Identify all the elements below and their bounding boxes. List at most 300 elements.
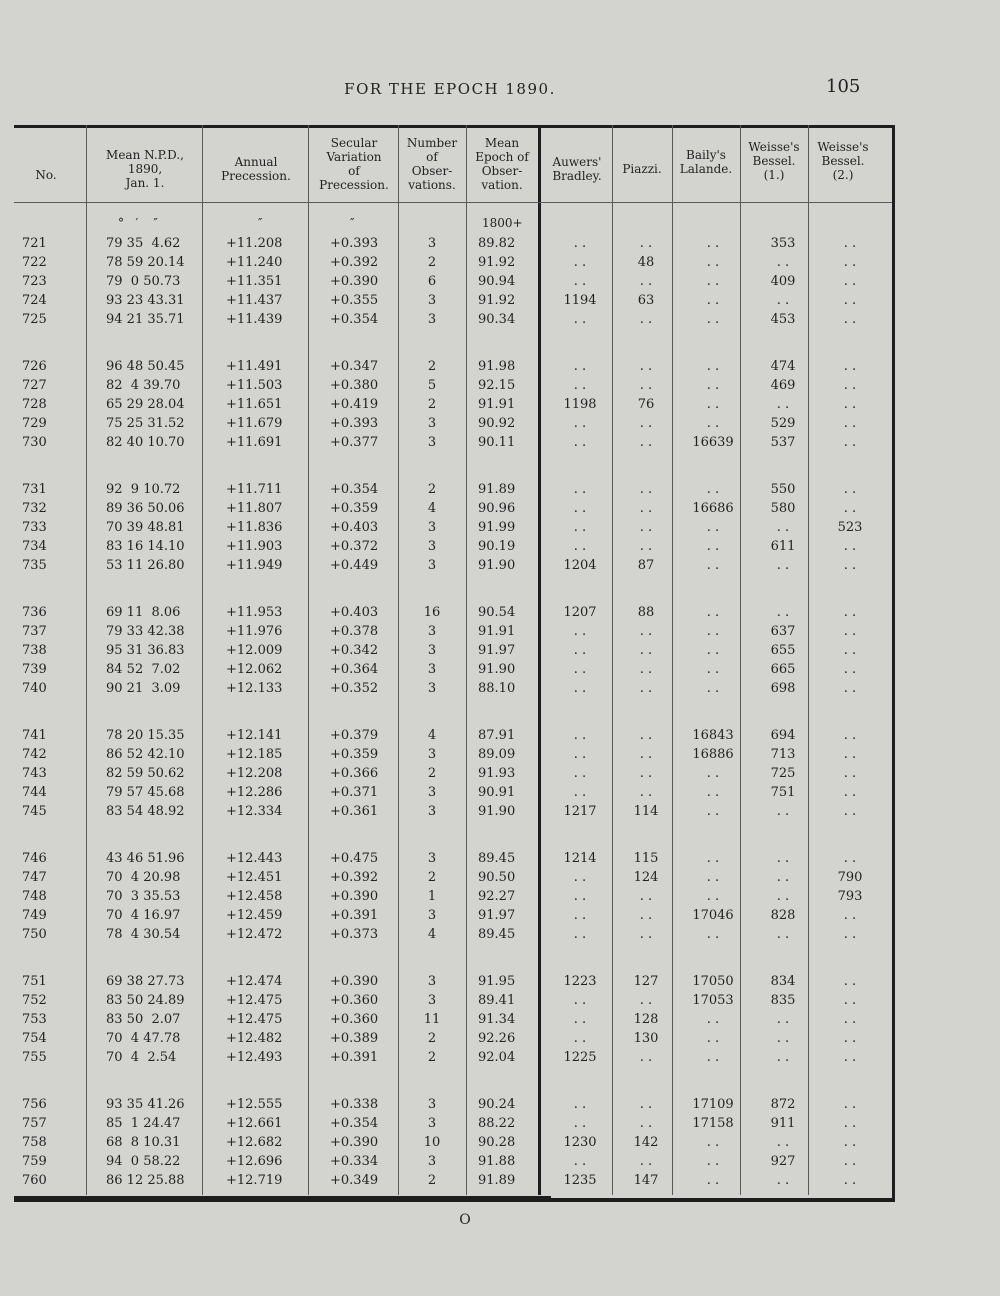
cell-weisse-bessel-2: . . — [843, 1154, 857, 1169]
cell-mean-epoch: 91.92 — [478, 293, 516, 308]
cell-baily-lalande: . . — [706, 851, 720, 866]
cell-baily-lalande: . . — [706, 1050, 720, 1065]
cell-auwers-bradley: . . — [573, 236, 587, 251]
cell-mean-epoch: 91.91 — [478, 624, 516, 639]
cell-mean-epoch: 90.91 — [478, 785, 516, 800]
cell-weisse-bessel-2: . . — [843, 236, 857, 251]
header-auwers — [542, 155, 612, 183]
cell-piazzi: . . — [639, 643, 653, 658]
cell-weisse-bessel-1: 655 — [770, 643, 796, 658]
cell-mean-epoch: 88.10 — [478, 681, 516, 696]
cell-secular-variation: +0.378 — [330, 624, 379, 639]
cell-npd: 79 35 4.62 — [106, 236, 181, 251]
cell-piazzi: . . — [639, 1097, 653, 1112]
cell-npd: 95 31 36.83 — [106, 643, 185, 658]
cell-piazzi: . . — [639, 662, 653, 677]
cell-star-number: 725 — [22, 312, 47, 327]
unit-secular: ″ — [350, 216, 355, 230]
cell-baily-lalande: . . — [706, 558, 720, 573]
cell-secular-variation: +0.379 — [330, 728, 379, 743]
cell-mean-epoch: 91.90 — [478, 662, 516, 677]
cell-piazzi: . . — [639, 785, 653, 800]
cell-mean-epoch: 91.89 — [478, 1173, 516, 1188]
cell-auwers-bradley: . . — [573, 255, 587, 270]
cell-obs-count: 3 — [427, 974, 437, 989]
cell-weisse-bessel-1: . . — [776, 605, 790, 620]
cell-star-number: 739 — [22, 662, 47, 677]
cell-secular-variation: +0.392 — [330, 870, 379, 885]
cell-secular-variation: +0.390 — [330, 1135, 379, 1150]
cell-obs-count: 3 — [427, 293, 437, 308]
cell-obs-count: 3 — [427, 624, 437, 639]
cell-star-number: 759 — [22, 1154, 47, 1169]
cell-mean-epoch: 91.34 — [478, 1012, 516, 1027]
cell-mean-epoch: 91.98 — [478, 359, 516, 374]
cell-star-number: 745 — [22, 804, 47, 819]
cell-baily-lalande: . . — [706, 539, 720, 554]
cell-auwers-bradley: 1230 — [563, 1135, 597, 1150]
cell-annual-precession: +12.493 — [226, 1050, 283, 1065]
cell-weisse-bessel-2: . . — [843, 482, 857, 497]
cell-annual-precession: +12.459 — [226, 908, 283, 923]
cell-weisse-bessel-2: . . — [843, 766, 857, 781]
header-line: Variation — [326, 150, 382, 164]
cell-annual-precession: +12.719 — [226, 1173, 283, 1188]
cell-annual-precession: +11.976 — [226, 624, 283, 639]
cell-weisse-bessel-1: 751 — [770, 785, 796, 800]
cell-secular-variation: +0.449 — [330, 558, 379, 573]
cell-weisse-bessel-1: . . — [776, 870, 790, 885]
cell-annual-precession: +11.240 — [226, 255, 283, 270]
cell-star-number: 730 — [22, 435, 47, 450]
cell-auwers-bradley: . . — [573, 1116, 587, 1131]
cell-baily-lalande: . . — [706, 681, 720, 696]
cell-baily-lalande: . . — [706, 416, 720, 431]
cell-obs-count: 3 — [427, 558, 437, 573]
cell-star-number: 741 — [22, 728, 47, 743]
cell-weisse-bessel-1: . . — [776, 1173, 790, 1188]
header-annual — [206, 155, 306, 183]
unit-annual: ″ — [258, 216, 263, 230]
cell-npd: 79 33 42.38 — [106, 624, 185, 639]
cell-star-number: 752 — [22, 993, 47, 1008]
cell-weisse-bessel-2: . . — [843, 681, 857, 696]
cell-weisse-bessel-1: 637 — [770, 624, 796, 639]
cell-npd: 70 3 35.53 — [106, 889, 181, 904]
cell-annual-precession: +12.185 — [226, 747, 283, 762]
cell-npd: 94 0 58.22 — [106, 1154, 181, 1169]
cell-weisse-bessel-2: . . — [843, 293, 857, 308]
cell-baily-lalande: . . — [706, 927, 720, 942]
cell-weisse-bessel-1: . . — [776, 1050, 790, 1065]
cell-annual-precession: +11.503 — [226, 378, 283, 393]
cell-obs-count: 10 — [423, 1135, 441, 1150]
cell-piazzi: . . — [639, 1154, 653, 1169]
cell-annual-precession: +11.437 — [226, 293, 283, 308]
cell-annual-precession: +12.696 — [226, 1154, 283, 1169]
cell-weisse-bessel-2: . . — [843, 1012, 857, 1027]
cell-baily-lalande: . . — [706, 378, 720, 393]
cell-piazzi: . . — [639, 482, 653, 497]
cell-star-number: 751 — [22, 974, 47, 989]
cell-mean-epoch: 89.45 — [478, 851, 516, 866]
header-line: Baily's — [686, 148, 726, 162]
cell-annual-precession: +12.474 — [226, 974, 283, 989]
cell-auwers-bradley: . . — [573, 624, 587, 639]
cell-star-number: 749 — [22, 908, 47, 923]
cell-piazzi: . . — [639, 378, 653, 393]
column-divider — [86, 125, 87, 1195]
cell-piazzi: . . — [639, 927, 653, 942]
header-weisse2 — [810, 140, 876, 182]
cell-obs-count: 3 — [427, 416, 437, 431]
cell-obs-count: 2 — [427, 1031, 437, 1046]
header-line: No. — [35, 168, 57, 182]
cell-mean-epoch: 92.15 — [478, 378, 516, 393]
cell-auwers-bradley: . . — [573, 378, 587, 393]
header-line: Obser- — [411, 164, 453, 178]
cell-auwers-bradley: . . — [573, 927, 587, 942]
cell-auwers-bradley: . . — [573, 416, 587, 431]
cell-secular-variation: +0.419 — [330, 397, 379, 412]
cell-star-number: 735 — [22, 558, 47, 573]
cell-secular-variation: +0.390 — [330, 889, 379, 904]
cell-obs-count: 3 — [427, 312, 437, 327]
cell-star-number: 754 — [22, 1031, 47, 1046]
cell-weisse-bessel-1: . . — [776, 851, 790, 866]
cell-weisse-bessel-1: 537 — [770, 435, 796, 450]
cell-weisse-bessel-1: 911 — [770, 1116, 796, 1131]
cell-annual-precession: +11.491 — [226, 359, 283, 374]
header-npd — [90, 148, 200, 190]
cell-annual-precession: +12.334 — [226, 804, 283, 819]
cell-obs-count: 3 — [427, 520, 437, 535]
cell-star-number: 729 — [22, 416, 47, 431]
cell-secular-variation: +0.373 — [330, 927, 379, 942]
cell-obs-count: 3 — [427, 236, 437, 251]
cell-weisse-bessel-2: . . — [843, 908, 857, 923]
bottom-rule — [14, 1196, 551, 1201]
cell-star-number: 742 — [22, 747, 47, 762]
cell-obs-count: 3 — [427, 747, 437, 762]
cell-weisse-bessel-2: . . — [843, 378, 857, 393]
cell-piazzi: . . — [639, 435, 653, 450]
cell-auwers-bradley: . . — [573, 1012, 587, 1027]
cell-mean-epoch: 90.24 — [478, 1097, 516, 1112]
cell-weisse-bessel-1: 580 — [770, 501, 796, 516]
column-divider — [466, 125, 467, 1195]
header-line: of — [426, 150, 438, 164]
cell-baily-lalande: . . — [706, 605, 720, 620]
cell-baily-lalande: . . — [706, 359, 720, 374]
cell-annual-precession: +12.475 — [226, 993, 283, 1008]
cell-baily-lalande: . . — [706, 255, 720, 270]
header-line: (2.) — [832, 168, 854, 182]
cell-annual-precession: +12.286 — [226, 785, 283, 800]
cell-npd: 70 39 48.81 — [106, 520, 185, 535]
cell-auwers-bradley: . . — [573, 766, 587, 781]
cell-auwers-bradley: 1194 — [563, 293, 597, 308]
cell-secular-variation: +0.371 — [330, 785, 379, 800]
cell-baily-lalande: . . — [706, 804, 720, 819]
cell-secular-variation: +0.377 — [330, 435, 379, 450]
header-weisse1 — [742, 140, 806, 182]
cell-obs-count: 2 — [427, 766, 437, 781]
cell-obs-count: 16 — [423, 605, 441, 620]
cell-mean-epoch: 91.90 — [478, 804, 516, 819]
cell-annual-precession: +11.208 — [226, 236, 283, 251]
cell-weisse-bessel-2: . . — [843, 558, 857, 573]
cell-auwers-bradley: . . — [573, 501, 587, 516]
cell-mean-epoch: 91.93 — [478, 766, 516, 781]
cell-obs-count: 5 — [427, 378, 437, 393]
cell-weisse-bessel-1: 698 — [770, 681, 796, 696]
cell-annual-precession: +11.953 — [226, 605, 283, 620]
cell-annual-precession: +11.439 — [226, 312, 283, 327]
cell-obs-count: 3 — [427, 804, 437, 819]
cell-weisse-bessel-2: 523 — [837, 520, 863, 535]
cell-weisse-bessel-1: . . — [776, 1012, 790, 1027]
cell-npd: 43 46 51.96 — [106, 851, 185, 866]
header-line: (1.) — [763, 168, 785, 182]
cell-mean-epoch: 91.99 — [478, 520, 516, 535]
cell-obs-count: 3 — [427, 851, 437, 866]
cell-piazzi: . . — [639, 889, 653, 904]
cell-npd: 70 4 47.78 — [106, 1031, 181, 1046]
cell-weisse-bessel-2: . . — [843, 605, 857, 620]
cell-secular-variation: +0.360 — [330, 993, 379, 1008]
header-line: Weisse's — [817, 140, 869, 154]
cell-star-number: 738 — [22, 643, 47, 658]
cell-weisse-bessel-2: . . — [843, 728, 857, 743]
cell-piazzi: . . — [639, 1116, 653, 1131]
cell-weisse-bessel-2: . . — [843, 662, 857, 677]
cell-secular-variation: +0.354 — [330, 1116, 379, 1131]
cell-secular-variation: +0.380 — [330, 378, 379, 393]
cell-secular-variation: +0.366 — [330, 766, 379, 781]
cell-baily-lalande: 16886 — [692, 747, 734, 762]
cell-mean-epoch: 91.88 — [478, 1154, 516, 1169]
cell-mean-epoch: 91.97 — [478, 908, 516, 923]
cell-weisse-bessel-1: . . — [776, 558, 790, 573]
cell-secular-variation: +0.359 — [330, 501, 379, 516]
cell-npd: 65 29 28.04 — [106, 397, 185, 412]
cell-secular-variation: +0.359 — [330, 747, 379, 762]
cell-weisse-bessel-1: 713 — [770, 747, 796, 762]
cell-star-number: 744 — [22, 785, 47, 800]
cell-star-number: 743 — [22, 766, 47, 781]
cell-weisse-bessel-1: . . — [776, 397, 790, 412]
cell-npd: 79 0 50.73 — [106, 274, 181, 289]
cell-annual-precession: +12.133 — [226, 681, 283, 696]
cell-star-number: 724 — [22, 293, 47, 308]
cell-weisse-bessel-1: . . — [776, 889, 790, 904]
cell-obs-count: 2 — [427, 1050, 437, 1065]
cell-auwers-bradley: . . — [573, 908, 587, 923]
cell-weisse-bessel-2: 793 — [837, 889, 863, 904]
cell-star-number: 750 — [22, 927, 47, 942]
cell-secular-variation: +0.360 — [330, 1012, 379, 1027]
cell-piazzi: . . — [639, 993, 653, 1008]
cell-weisse-bessel-2: . . — [843, 435, 857, 450]
cell-annual-precession: +11.691 — [226, 435, 283, 450]
cell-star-number: 722 — [22, 255, 47, 270]
cell-mean-epoch: 89.45 — [478, 927, 516, 942]
cell-weisse-bessel-2: . . — [843, 1135, 857, 1150]
cell-auwers-bradley: . . — [573, 728, 587, 743]
cell-baily-lalande: . . — [706, 1173, 720, 1188]
unit-epoch: 1800+ — [482, 216, 523, 230]
cell-mean-epoch: 91.92 — [478, 255, 516, 270]
cell-annual-precession: +11.351 — [226, 274, 283, 289]
cell-obs-count: 3 — [427, 435, 437, 450]
cell-npd: 92 9 10.72 — [106, 482, 181, 497]
header-line: Mean N.P.D., — [106, 148, 184, 162]
cell-annual-precession: +12.062 — [226, 662, 283, 677]
cell-weisse-bessel-2: . . — [843, 747, 857, 762]
cell-weisse-bessel-1: 927 — [770, 1154, 796, 1169]
header-line: Weisse's — [748, 140, 800, 154]
cell-weisse-bessel-2: . . — [843, 1031, 857, 1046]
cell-npd: 82 59 50.62 — [106, 766, 185, 781]
cell-secular-variation: +0.349 — [330, 1173, 379, 1188]
cell-auwers-bradley: . . — [573, 539, 587, 554]
cell-npd: 82 40 10.70 — [106, 435, 185, 450]
cell-obs-count: 2 — [427, 482, 437, 497]
cell-obs-count: 6 — [427, 274, 437, 289]
header-rule — [14, 202, 892, 203]
cell-npd: 53 11 26.80 — [106, 558, 185, 573]
cell-npd: 96 48 50.45 — [106, 359, 185, 374]
cell-auwers-bradley: . . — [573, 482, 587, 497]
cell-annual-precession: +12.482 — [226, 1031, 283, 1046]
cell-mean-epoch: 90.92 — [478, 416, 516, 431]
cell-obs-count: 3 — [427, 662, 437, 677]
cell-piazzi: . . — [639, 766, 653, 781]
cell-mean-epoch: 90.50 — [478, 870, 516, 885]
cell-mean-epoch: 92.04 — [478, 1050, 516, 1065]
cell-mean-epoch: 88.22 — [478, 1116, 516, 1131]
cell-npd: 89 36 50.06 — [106, 501, 185, 516]
cell-piazzi: 87 — [637, 558, 655, 573]
cell-npd: 82 4 39.70 — [106, 378, 181, 393]
cell-annual-precession: +11.949 — [226, 558, 283, 573]
cell-weisse-bessel-1: 469 — [770, 378, 796, 393]
cell-auwers-bradley: 1214 — [563, 851, 597, 866]
cell-star-number: 756 — [22, 1097, 47, 1112]
cell-auwers-bradley: . . — [573, 681, 587, 696]
cell-obs-count: 2 — [427, 1173, 437, 1188]
cell-annual-precession: +12.682 — [226, 1135, 283, 1150]
cell-auwers-bradley: 1198 — [563, 397, 597, 412]
cell-weisse-bessel-2: . . — [843, 501, 857, 516]
cell-weisse-bessel-1: . . — [776, 804, 790, 819]
page-number: 105 — [826, 76, 861, 97]
cell-obs-count: 4 — [427, 501, 437, 516]
header-line: Mean — [484, 136, 520, 150]
cell-auwers-bradley: 1223 — [563, 974, 597, 989]
cell-weisse-bessel-2: . . — [843, 643, 857, 658]
cell-weisse-bessel-2: . . — [843, 1173, 857, 1188]
cell-secular-variation: +0.391 — [330, 1050, 379, 1065]
cell-npd: 69 11 8.06 — [106, 605, 181, 620]
cell-auwers-bradley: . . — [573, 785, 587, 800]
cell-weisse-bessel-2: . . — [843, 539, 857, 554]
cell-mean-epoch: 91.97 — [478, 643, 516, 658]
cell-weisse-bessel-1: . . — [776, 255, 790, 270]
cell-baily-lalande: . . — [706, 1012, 720, 1027]
cell-npd: 70 4 20.98 — [106, 870, 181, 885]
cell-star-number: 758 — [22, 1135, 47, 1150]
cell-star-number: 721 — [22, 236, 47, 251]
cell-piazzi: 88 — [637, 605, 655, 620]
cell-secular-variation: +0.354 — [330, 312, 379, 327]
cell-star-number: 734 — [22, 539, 47, 554]
column-divider — [202, 125, 203, 1195]
cell-auwers-bradley: 1204 — [563, 558, 597, 573]
cell-npd: 83 54 48.92 — [106, 804, 185, 819]
cell-piazzi: . . — [639, 359, 653, 374]
cell-annual-precession: +12.472 — [226, 927, 283, 942]
cell-secular-variation: +0.392 — [330, 255, 379, 270]
cell-piazzi: 115 — [633, 851, 659, 866]
cell-baily-lalande: . . — [706, 274, 720, 289]
header-line: Precession. — [319, 178, 389, 192]
cell-secular-variation: +0.361 — [330, 804, 379, 819]
cell-annual-precession: +11.836 — [226, 520, 283, 535]
cell-weisse-bessel-2: . . — [843, 1050, 857, 1065]
column-divider — [398, 125, 399, 1195]
cell-baily-lalande: . . — [706, 662, 720, 677]
cell-star-number: 727 — [22, 378, 47, 393]
cell-weisse-bessel-1: 409 — [770, 274, 796, 289]
cell-auwers-bradley: . . — [573, 274, 587, 289]
cell-weisse-bessel-1: 529 — [770, 416, 796, 431]
cell-obs-count: 2 — [427, 397, 437, 412]
cell-annual-precession: +12.208 — [226, 766, 283, 781]
cell-baily-lalande: . . — [706, 1154, 720, 1169]
cell-weisse-bessel-1: 828 — [770, 908, 796, 923]
cell-weisse-bessel-1: 872 — [770, 1097, 796, 1112]
cell-annual-precession: +12.141 — [226, 728, 283, 743]
header-line: Bessel. — [821, 154, 865, 168]
cell-piazzi: 128 — [633, 1012, 659, 1027]
cell-piazzi: . . — [639, 624, 653, 639]
cell-star-number: 736 — [22, 605, 47, 620]
cell-secular-variation: +0.334 — [330, 1154, 379, 1169]
cell-npd: 69 38 27.73 — [106, 974, 185, 989]
cell-npd: 90 21 3.09 — [106, 681, 181, 696]
header-secular — [312, 136, 396, 192]
cell-star-number: 746 — [22, 851, 47, 866]
cell-weisse-bessel-2: . . — [843, 927, 857, 942]
header-line: of — [348, 164, 360, 178]
cell-annual-precession: +12.451 — [226, 870, 283, 885]
header-baily — [674, 148, 738, 176]
cell-star-number: 737 — [22, 624, 47, 639]
header-line: Obser- — [481, 164, 523, 178]
cell-auwers-bradley: 1235 — [563, 1173, 597, 1188]
cell-baily-lalande: 17050 — [692, 974, 734, 989]
cell-npd: 83 16 14.10 — [106, 539, 185, 554]
cell-piazzi: . . — [639, 236, 653, 251]
cell-npd: 78 4 30.54 — [106, 927, 181, 942]
cell-obs-count: 3 — [427, 1154, 437, 1169]
cell-piazzi: . . — [639, 274, 653, 289]
cell-piazzi: 142 — [633, 1135, 659, 1150]
cell-obs-count: 3 — [427, 1116, 437, 1131]
cell-auwers-bradley: . . — [573, 662, 587, 677]
